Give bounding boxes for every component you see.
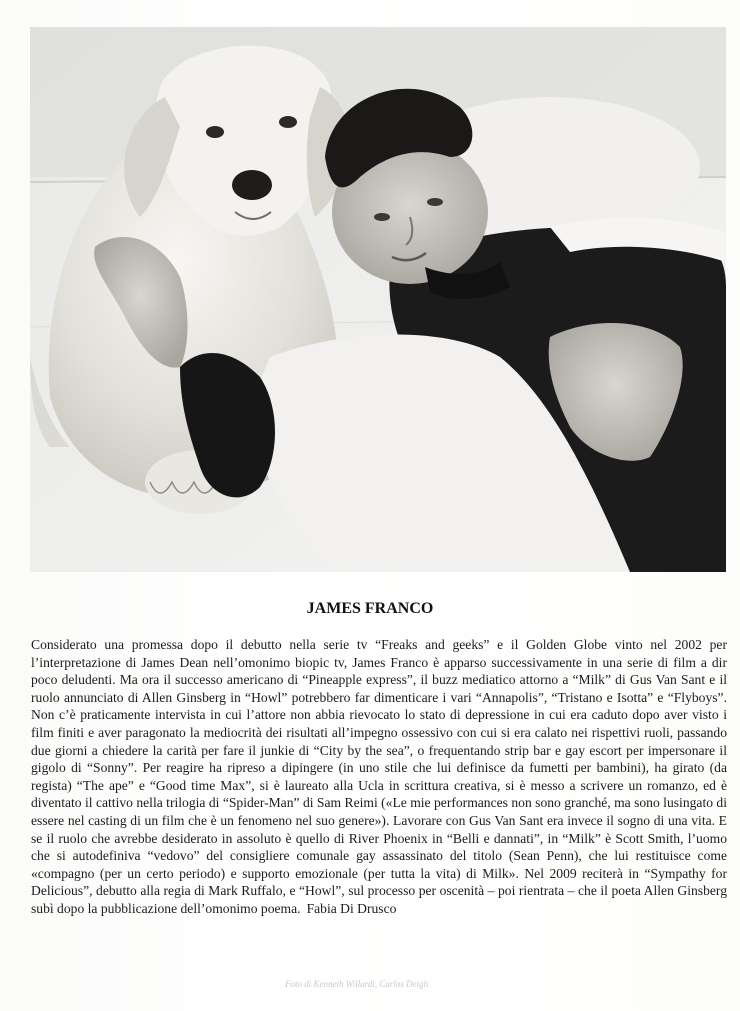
portrait-photo [30, 27, 726, 572]
article-title: JAMES FRANCO [306, 600, 434, 617]
article-body [31, 636, 727, 918]
article-body-text: Considerato una promessa dopo il debutto nella serie tv “Freaks and geeks” e il Golden Globe vinto nel 2002 per l’interpretazione di James Dean nell’omonimo biopic tv, James Franco è apparso successivamente in una serie di film a dir poco deludenti. Ma ora il successo americano di “Pineapple express”, il buzz mediatico attorno a “Milk” di Gus Van Sant e il ruolo annunciato di Allen Ginsberg in “Howl” potrebbero far dimenticare i vari “Annapolis”, “Tristano e Isotta” e “Flyboys”. Non c’è praticamente intervista in cui l’attore non abbia rievocato lo stato di depressione in cui era caduto dopo aver visto i film finiti e aver paragonato la mediocrità dei risultati all’impegno ossessivo con cui si era calato nei rispettivi ruoli, passando due giorni a chiedere la carità per fare il junkie di “City by the sea”, o frequentando strip bar e gay escort per impersonare il gigolo di “Sonny”. Per reagire ha ripreso a dipingere (in uno stile che lui definisce da fumetti per bambini), ha girato (da regista) “The ape” e “Good time Max”, si è laureato alla Ucla in scrittura creativa, si è messo a scrivere un romanzo, ed è diventato il cattivo nella trilogia di “Spider-Man” di Sam Reimi («Le mie performances non sono granché, ma sono lusingato di essere nel casting di un film che è un fenomeno nel suo genere»). Lavorare con Gus Van Sant era invece il sogno di una vita. E se il ruolo che avrebbe desiderato in assoluto è quello di River Phoenix in “Belli e dannati”, in “Milk” è Scott Smith, l’uomo che si autodefiniva “vedovo” del consigliere comunale gay assassinato del titolo (Sean Penn), che lui restituisce come «compagno (per un certo periodo) e supporto emozionale (per tutta la vita) di Milk». Nel 2009 reciterà in “Sympathy for Delicious”, debutto alla regia di Mark Ruffalo, e “Howl”, sul processo per oscenità – poi rientrata – che il poeta Allen Ginsberg subì dopo la pubblicazione dell’omonimo poema. [31, 637, 727, 916]
portrait-photo-drawing [30, 27, 726, 572]
photo-credit: Foto di Kenneth Willardt, Carlos Deigh [285, 979, 429, 989]
author-credit: Fabia Di Drusco [306, 900, 397, 916]
